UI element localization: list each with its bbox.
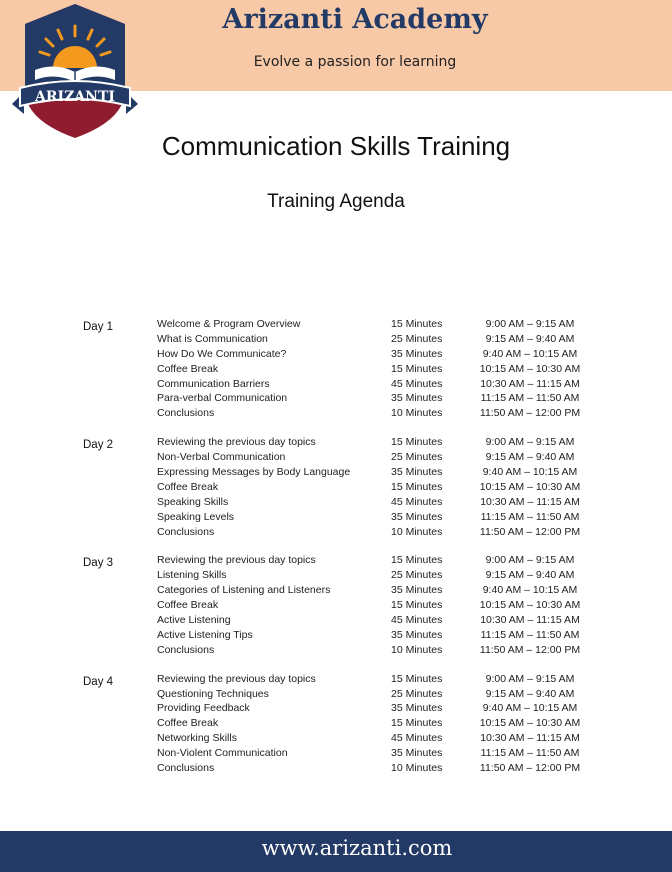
session-topic: Providing Feedback bbox=[157, 702, 250, 715]
session-time: 10:30 AM – 11:15 AM bbox=[480, 614, 580, 627]
agenda-table bbox=[0, 318, 672, 791]
day-group bbox=[0, 554, 672, 658]
session-duration: 25 Minutes bbox=[391, 451, 443, 464]
session-duration: 35 Minutes bbox=[391, 347, 443, 360]
session-time: 11:50 AM – 12:00 PM bbox=[479, 407, 581, 420]
agenda-row bbox=[0, 584, 672, 599]
session-topic: What is Communication bbox=[157, 332, 268, 345]
session-topic: Communication Barriers bbox=[157, 377, 270, 390]
day-label: Day 2 bbox=[83, 439, 114, 452]
session-time: 9:40 AM – 10:15 AM bbox=[482, 584, 578, 597]
agenda-row bbox=[0, 688, 672, 703]
session-duration: 45 Minutes bbox=[391, 377, 443, 390]
session-duration: 35 Minutes bbox=[391, 466, 443, 479]
session-duration: 25 Minutes bbox=[391, 687, 443, 700]
session-topic: How Do We Communicate? bbox=[157, 347, 287, 360]
logo-text: ARIZANTI bbox=[35, 89, 115, 105]
agenda-row bbox=[0, 363, 672, 378]
agenda-row bbox=[0, 629, 672, 644]
agenda-row bbox=[0, 348, 672, 363]
session-duration: 35 Minutes bbox=[391, 747, 443, 760]
day-label: Day 1 bbox=[83, 321, 114, 333]
agenda-row bbox=[0, 526, 672, 541]
day-group bbox=[0, 318, 672, 422]
session-duration: 15 Minutes bbox=[391, 599, 443, 612]
agenda-row bbox=[0, 717, 672, 732]
agenda-row bbox=[0, 644, 672, 659]
session-time: 10:30 AM – 11:15 AM bbox=[480, 732, 580, 745]
session-topic: Welcome & Program Overview bbox=[157, 318, 301, 330]
session-topic: Speaking Levels bbox=[157, 510, 235, 523]
session-topic: Conclusions bbox=[157, 762, 215, 775]
agenda-row bbox=[0, 333, 672, 348]
session-topic: Expressing Messages by Body Language bbox=[157, 466, 351, 479]
session-time: 9:15 AM – 9:40 AM bbox=[485, 687, 575, 700]
session-time: 11:50 AM – 12:00 PM bbox=[479, 762, 581, 775]
session-time: 11:15 AM – 11:50 AM bbox=[480, 392, 580, 405]
session-topic: Reviewing the previous day topics bbox=[157, 672, 316, 685]
session-duration: 10 Minutes bbox=[391, 762, 443, 775]
session-topic: Coffee Break bbox=[157, 717, 219, 730]
session-time: 11:15 AM – 11:50 AM bbox=[480, 747, 580, 760]
session-topic: Non-Verbal Communication bbox=[157, 451, 286, 464]
session-duration: 10 Minutes bbox=[391, 525, 443, 538]
agenda-row bbox=[0, 762, 672, 777]
agenda-row bbox=[0, 732, 672, 747]
agenda-row bbox=[0, 466, 672, 481]
session-time: 10:15 AM – 10:30 AM bbox=[479, 599, 581, 612]
website-url: www.arizanti.com bbox=[261, 836, 453, 860]
session-duration: 35 Minutes bbox=[391, 392, 443, 405]
session-duration: 35 Minutes bbox=[391, 510, 443, 523]
agenda-row bbox=[0, 481, 672, 496]
agenda-row bbox=[0, 614, 672, 629]
agenda-row bbox=[0, 702, 672, 717]
day-group bbox=[0, 436, 672, 540]
agenda-row bbox=[0, 392, 672, 407]
session-topic: Coffee Break bbox=[157, 362, 219, 375]
page-footer bbox=[0, 831, 672, 872]
session-duration: 15 Minutes bbox=[391, 480, 443, 493]
agenda-row bbox=[0, 554, 672, 569]
session-topic: Active Listening bbox=[157, 614, 231, 627]
session-duration: 45 Minutes bbox=[391, 732, 443, 745]
session-time: 11:15 AM – 11:50 AM bbox=[480, 628, 580, 641]
agenda-row bbox=[0, 599, 672, 614]
session-topic: Non-Violent Communication bbox=[157, 747, 288, 760]
session-duration: 45 Minutes bbox=[391, 614, 443, 627]
brand-tagline: Evolve a passion for learning bbox=[253, 54, 457, 70]
session-duration: 45 Minutes bbox=[391, 495, 443, 508]
session-topic: Para-verbal Communication bbox=[157, 392, 288, 405]
session-time: 9:00 AM – 9:15 AM bbox=[485, 672, 575, 685]
session-duration: 35 Minutes bbox=[391, 584, 443, 597]
session-time: 9:00 AM – 9:15 AM bbox=[485, 554, 575, 567]
session-duration: 35 Minutes bbox=[391, 628, 443, 641]
session-topic: Active Listening Tips bbox=[157, 628, 253, 641]
session-time: 9:40 AM – 10:15 AM bbox=[482, 347, 578, 360]
session-topic: Reviewing the previous day topics bbox=[157, 554, 316, 567]
session-time: 9:15 AM – 9:40 AM bbox=[485, 569, 575, 582]
day-label: Day 4 bbox=[83, 675, 114, 688]
session-duration: 10 Minutes bbox=[391, 643, 443, 656]
session-duration: 15 Minutes bbox=[391, 362, 443, 375]
agenda-row bbox=[0, 378, 672, 393]
day-label: Day 3 bbox=[83, 557, 114, 570]
agenda-row bbox=[0, 451, 672, 466]
agenda-row bbox=[0, 511, 672, 526]
session-topic: Questioning Techniques bbox=[157, 687, 269, 700]
session-time: 11:50 AM – 12:00 PM bbox=[479, 643, 581, 656]
session-topic: Networking Skills bbox=[157, 732, 237, 745]
session-time: 9:00 AM – 9:15 AM bbox=[485, 318, 575, 330]
brand-title: Arizanti Academy bbox=[222, 4, 488, 35]
session-topic: Coffee Break bbox=[157, 599, 219, 612]
agenda-row bbox=[0, 436, 672, 451]
document-title: Communication Skills Training bbox=[161, 131, 511, 161]
session-time: 9:40 AM – 10:15 AM bbox=[482, 702, 578, 715]
agenda-row bbox=[0, 747, 672, 762]
session-duration: 10 Minutes bbox=[391, 407, 443, 420]
session-duration: 15 Minutes bbox=[391, 554, 443, 567]
session-duration: 15 Minutes bbox=[391, 717, 443, 730]
academy-logo bbox=[10, 2, 140, 142]
document-subtitle: Training Agenda bbox=[267, 191, 405, 212]
session-duration: 15 Minutes bbox=[391, 436, 443, 449]
agenda-row bbox=[0, 407, 672, 422]
session-time: 9:15 AM – 9:40 AM bbox=[485, 451, 575, 464]
session-topic: Categories of Listening and Listeners bbox=[157, 584, 331, 597]
session-duration: 25 Minutes bbox=[391, 569, 443, 582]
session-duration: 35 Minutes bbox=[391, 702, 443, 715]
agenda-row bbox=[0, 318, 672, 333]
session-time: 9:40 AM – 10:15 AM bbox=[482, 466, 578, 479]
session-topic: Conclusions bbox=[157, 643, 215, 656]
agenda-row bbox=[0, 496, 672, 511]
session-time: 9:15 AM – 9:40 AM bbox=[485, 332, 575, 345]
session-topic: Speaking Skills bbox=[157, 495, 229, 508]
session-topic: Reviewing the previous day topics bbox=[157, 436, 316, 449]
session-topic: Conclusions bbox=[157, 525, 215, 538]
agenda-row bbox=[0, 673, 672, 688]
session-time: 10:30 AM – 11:15 AM bbox=[480, 377, 580, 390]
session-topic: Coffee Break bbox=[157, 480, 219, 493]
session-duration: 25 Minutes bbox=[391, 332, 443, 345]
session-time: 11:15 AM – 11:50 AM bbox=[480, 510, 580, 523]
session-time: 9:00 AM – 9:15 AM bbox=[485, 436, 575, 449]
agenda-row bbox=[0, 569, 672, 584]
day-group bbox=[0, 673, 672, 777]
session-duration: 15 Minutes bbox=[391, 318, 443, 330]
session-duration: 15 Minutes bbox=[391, 672, 443, 685]
session-time: 10:15 AM – 10:30 AM bbox=[479, 717, 581, 730]
session-topic: Listening Skills bbox=[157, 569, 227, 582]
session-time: 10:15 AM – 10:30 AM bbox=[479, 362, 581, 375]
session-time: 11:50 AM – 12:00 PM bbox=[479, 525, 581, 538]
session-time: 10:30 AM – 11:15 AM bbox=[480, 495, 580, 508]
session-topic: Conclusions bbox=[157, 407, 215, 420]
session-time: 10:15 AM – 10:30 AM bbox=[479, 480, 581, 493]
